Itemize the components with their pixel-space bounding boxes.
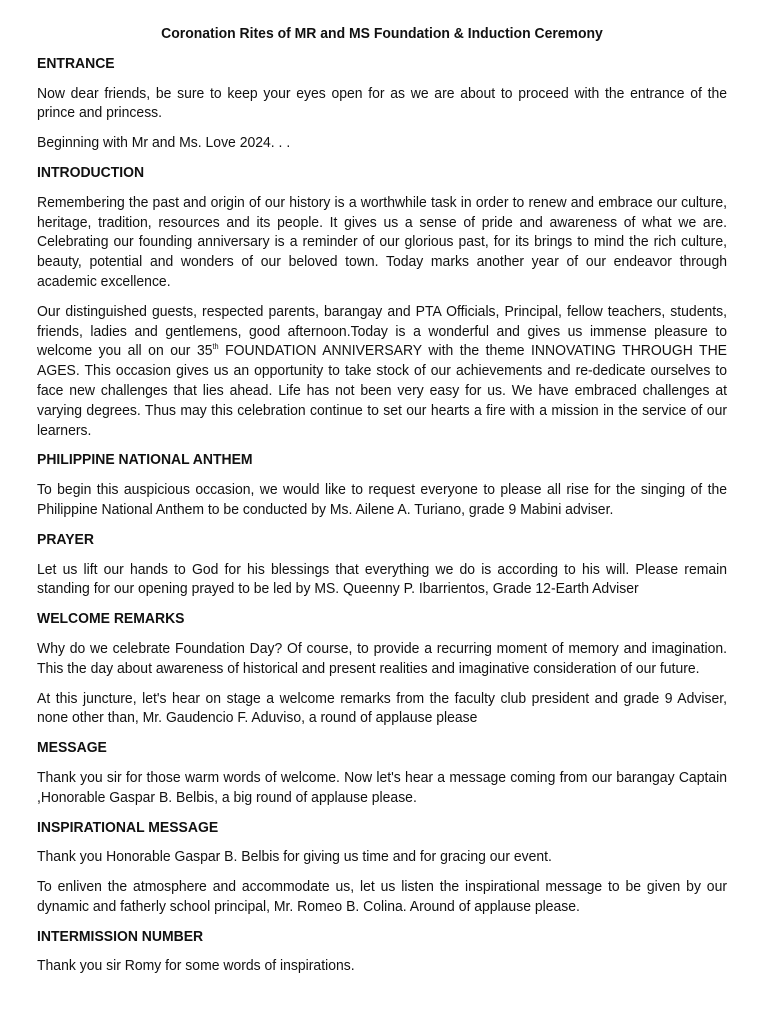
welcome-paragraph-1: Why do we celebrate Foundation Day? Of course, to provide a recurring moment of memory and imagination. This the day about awareness of historical and present realities and imaginative consideration of our future. <box>37 639 727 677</box>
heading-anthem: PHILIPPINE NATIONAL ANTHEM <box>37 451 253 469</box>
heading-welcome-remarks: WELCOME REMARKS <box>37 610 185 628</box>
welcome-paragraph-2: At this juncture, let's hear on stage a welcome remarks from the faculty club president and grade 9 Adviser, none other than, Mr. Gaudencio F. Aduviso, a round of applause please <box>37 689 727 727</box>
entrance-paragraph-1: Now dear friends, be sure to keep your eyes open for as we are about to proceed with the entrance of the prince and princess. <box>37 84 727 122</box>
intermission-paragraph: Thank you sir Romy for some words of inspirations. <box>37 957 355 975</box>
introduction-paragraph-2 <box>37 302 727 441</box>
introduction-paragraph-2-end: FOUNDATION ANNIVERSARY with the theme INNOVATING THROUGH THE AGES. This occasion gives us an opportunity to take stock of our achievements and re-dedicate ourselves to face new challenges that lies ahead. Life has not been very easy for us. We have embraced challenges at varying degrees. Thus may this celebration continue to set our hearts a fire with a mission in the service of our learners. <box>37 342 728 439</box>
inspirational-paragraph-2: To enliven the atmosphere and accommodate us, let us listen the inspirational message to be given by our dynamic and fatherly school principal, Mr. Romeo B. Colina. Around of applause please. <box>37 878 727 915</box>
message-paragraph: Thank you sir for those warm words of welcome. Now let's hear a message coming from our barangay Captain ,Honorable Gaspar B. Belbis, a big round of applause please. <box>37 768 727 806</box>
document-title: Coronation Rites of MR and MS Foundation & Induction Ceremony <box>161 25 603 42</box>
heading-message: MESSAGE <box>37 739 107 757</box>
entrance-paragraph-2: Beginning with Mr and Ms. Love 2024. . . <box>37 134 291 152</box>
anthem-paragraph: To begin this auspicious occasion, we would like to request everyone to please all rise for the singing of the Philippine National Anthem to be conducted by Ms. Ailene A. Turiano, grade 9 Mabini adviser. <box>37 481 727 518</box>
heading-prayer: PRAYER <box>37 530 94 548</box>
heading-introduction: INTRODUCTION <box>37 163 145 181</box>
heading-intermission: INTERMISSION NUMBER <box>37 927 204 945</box>
ordinal-superscript: th <box>212 342 219 352</box>
heading-inspirational-message: INSPIRATIONAL MESSAGE <box>37 818 219 836</box>
inspirational-paragraph-1: Thank you Honorable Gaspar B. Belbis for giving us time and for gracing our event. <box>37 848 552 866</box>
heading-entrance: ENTRANCE <box>37 54 115 72</box>
introduction-paragraph-1: Remembering the past and origin of our history is a worthwhile task in order to renew and embrace our culture, heritage, tradition, resources and its people. It gives us a sense of pride and awareness of what we are. Celebrating our founding anniversary is a reminder of our glorious past, for its brings to mind the rich culture, beauty, potential and wonders of our beloved town. Today marks another year of our endeavor through academic excellence. <box>37 193 727 290</box>
prayer-paragraph: Let us lift our hands to God for his blessings that everything we do is according to his will. Please remain standing for our opening prayed to be led by MS. Queenny P. Ibarrientos, Grade 12-Earth Adviser <box>37 560 727 598</box>
document-page <box>37 24 727 986</box>
introduction-paragraph-2-start: Our distinguished guests, respected parents, barangay and PTA Officials, Principal, fellow teachers, students, friends, ladies and gentlemens, good afternoon.Today is a wonderful and gives us immense pleasure to welcome you all on our 35 <box>37 302 727 360</box>
